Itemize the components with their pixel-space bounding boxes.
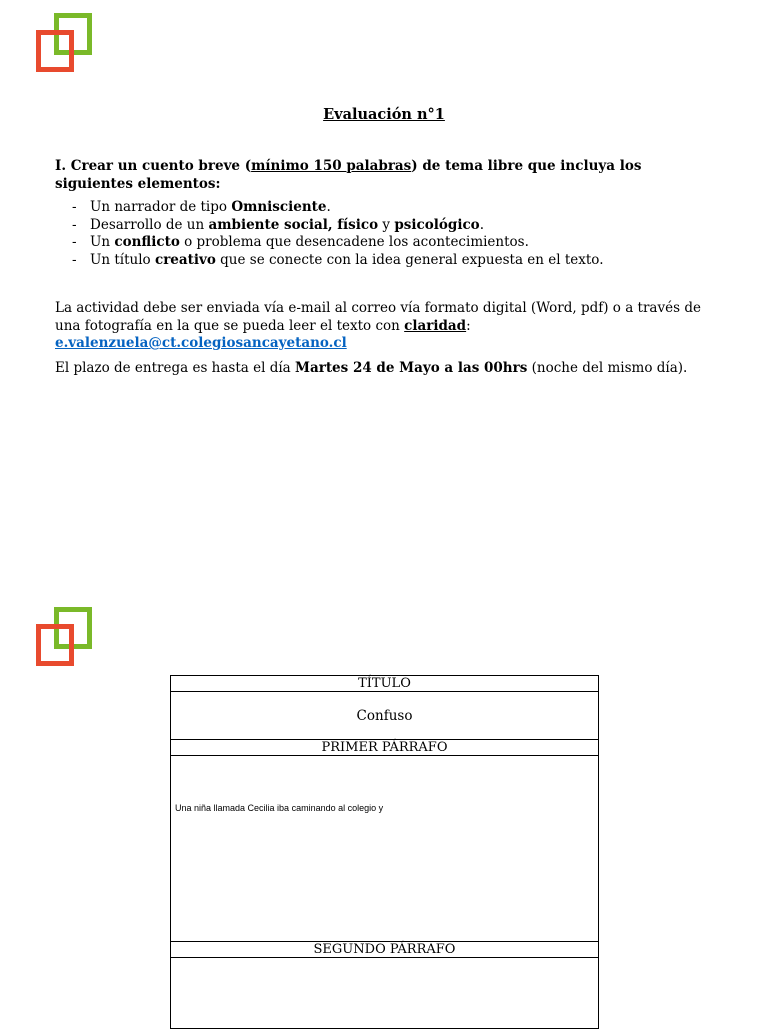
deadline-text: (noche del mismo día). [527, 360, 688, 376]
school-logo-icon [36, 607, 92, 667]
list-item-text: Desarrollo de un [90, 216, 209, 233]
instruction-heading [55, 157, 675, 193]
logo-red-square [36, 624, 74, 666]
list-item [55, 199, 735, 217]
list-item-text: Un [90, 234, 115, 250]
deadline-date: Martes 24 de Mayo a las 00hrs [295, 360, 528, 376]
list-item-bold: creativo [154, 251, 216, 268]
instruction-underlined: mínimo 150 palabras [251, 158, 412, 174]
list-item-bold: psicológico [394, 216, 480, 233]
second-paragraph-header-cell: SEGUNDO PÁRRAFO [171, 942, 599, 958]
submission-colon: : [466, 317, 471, 334]
story-table [170, 675, 599, 1029]
deadline-text: El plazo de entrega es hasta el día [55, 360, 296, 376]
list-item-text: . [479, 216, 484, 233]
list-item-text: Un narrador de tipo [90, 199, 232, 215]
list-item [55, 234, 735, 252]
instruction-prefix: I. Crear un cuento breve ( [55, 158, 252, 174]
list-item-text: . [326, 199, 331, 215]
first-paragraph-header-cell: PRIMER PÁRRAFO [171, 740, 599, 756]
page-title: Evaluación n°1 [323, 106, 445, 123]
list-item-text: y [378, 216, 395, 233]
submission-underlined: claridad [404, 317, 467, 334]
first-paragraph-text: Una niña llamada Cecilia iba caminando al colegio y [175, 803, 384, 813]
logo-red-square [36, 30, 74, 72]
title-value-cell[interactable]: Confuso [171, 692, 599, 740]
list-item-bold: conflicto [114, 234, 180, 250]
deadline-paragraph [55, 360, 735, 378]
first-paragraph-cell[interactable] [171, 756, 599, 942]
title-header-cell: TÍTULO [171, 676, 599, 692]
bullet-dash: - [72, 234, 77, 250]
school-logo-icon [36, 13, 92, 73]
submission-text: La actividad debe ser enviada vía e-mail al correo vía formato digital (Word, pdf) o a través de una fotografía en la que se pueda leer el texto con [55, 300, 701, 334]
list-item [55, 252, 735, 270]
list-item [55, 217, 735, 235]
submission-paragraph [55, 300, 725, 353]
list-item-bold: Omnisciente [231, 199, 327, 215]
email-link[interactable]: e.valenzuela@ct.colegiosancayetano.cl [55, 335, 347, 351]
list-item-bold: ambiente social, físico [208, 216, 379, 233]
requirements-list [55, 199, 735, 269]
instruction-suffix: ) de tema libre que incluya los siguientes elementos: [55, 158, 642, 192]
bullet-dash: - [72, 251, 77, 268]
list-item-text: que se conecte con la idea general expuesta en el texto. [215, 251, 604, 268]
bullet-dash: - [72, 199, 77, 215]
second-paragraph-cell[interactable] [171, 958, 599, 1029]
list-item-text: o problema que desencadene los acontecimientos. [179, 234, 529, 250]
list-item-text: Un título [90, 251, 155, 268]
bullet-dash: - [72, 216, 77, 233]
